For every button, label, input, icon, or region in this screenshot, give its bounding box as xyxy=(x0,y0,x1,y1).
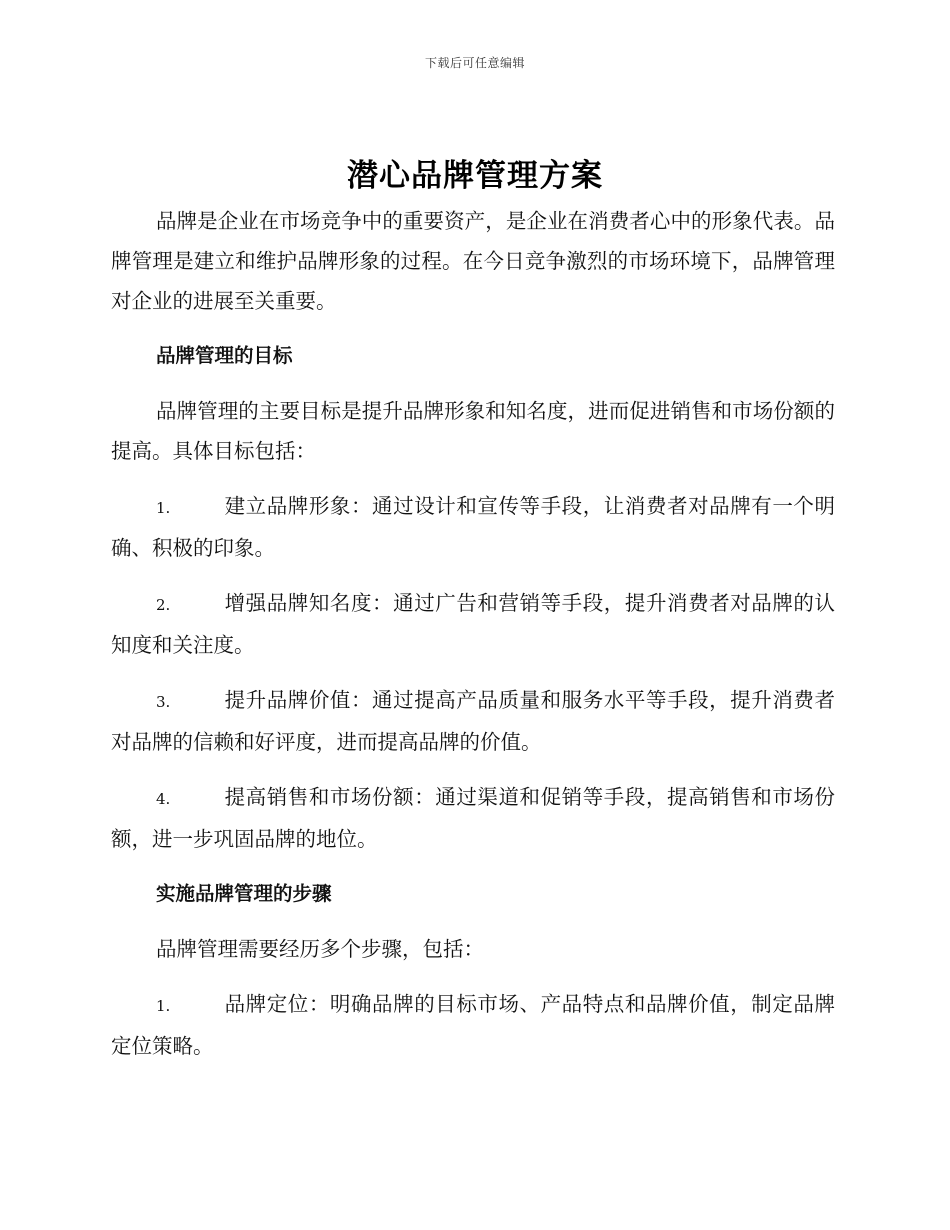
list-item-text: 品牌定位：明确品牌的目标市场、产品特点和品牌价值，制定品牌定位策略。 xyxy=(111,992,835,1058)
list-item-number: 1. xyxy=(156,997,171,1015)
list-item-text: 建立品牌形象：通过设计和宣传等手段，让消费者对品牌有一个明确、积极的印象。 xyxy=(111,494,835,560)
list-item-number: 4. xyxy=(156,790,171,808)
list-item xyxy=(111,583,835,665)
steps-paragraph: 品牌管理需要经历多个步骤，包括： xyxy=(156,937,484,961)
list-item xyxy=(111,680,835,762)
document-title: 潜心品牌管理方案 xyxy=(347,158,603,194)
intro-paragraph: 品牌是企业在市场竞争中的重要资产，是企业在消费者心中的形象代表。品牌管理是建立和维护品牌形象的过程。在今日竞争激烈的市场环境下，品牌管理对企业的进展至关重要。 xyxy=(111,209,835,313)
list-item-number: 1. xyxy=(156,499,171,517)
list-item-text: 提高销售和市场份额：通过渠道和促销等手段，提高销售和市场份额，进一步巩固品牌的地位。 xyxy=(111,785,835,851)
list-item-number: 2. xyxy=(156,596,171,614)
list-item-text: 提升品牌价值：通过提高产品质量和服务水平等手段，提升消费者对品牌的信赖和好评度，进而提高品牌的价值。 xyxy=(111,688,835,754)
section-heading-steps: 实施品牌管理的步骤 xyxy=(156,882,332,905)
goals-paragraph: 品牌管理的主要目标是提升品牌形象和知名度，进而促进销售和市场份额的提高。具体目标包括： xyxy=(111,399,835,463)
list-item-text: 增强品牌知名度：通过广告和营销等手段，提升消费者对品牌的认知度和关注度。 xyxy=(111,591,835,657)
list-item xyxy=(111,777,835,859)
document-body xyxy=(111,201,835,1066)
section-heading-goals: 品牌管理的目标 xyxy=(156,344,293,367)
list-item-number: 3. xyxy=(156,693,171,711)
list-item xyxy=(111,486,835,568)
list-item xyxy=(111,984,835,1066)
header-note: 下载后可任意编辑 xyxy=(424,56,525,70)
